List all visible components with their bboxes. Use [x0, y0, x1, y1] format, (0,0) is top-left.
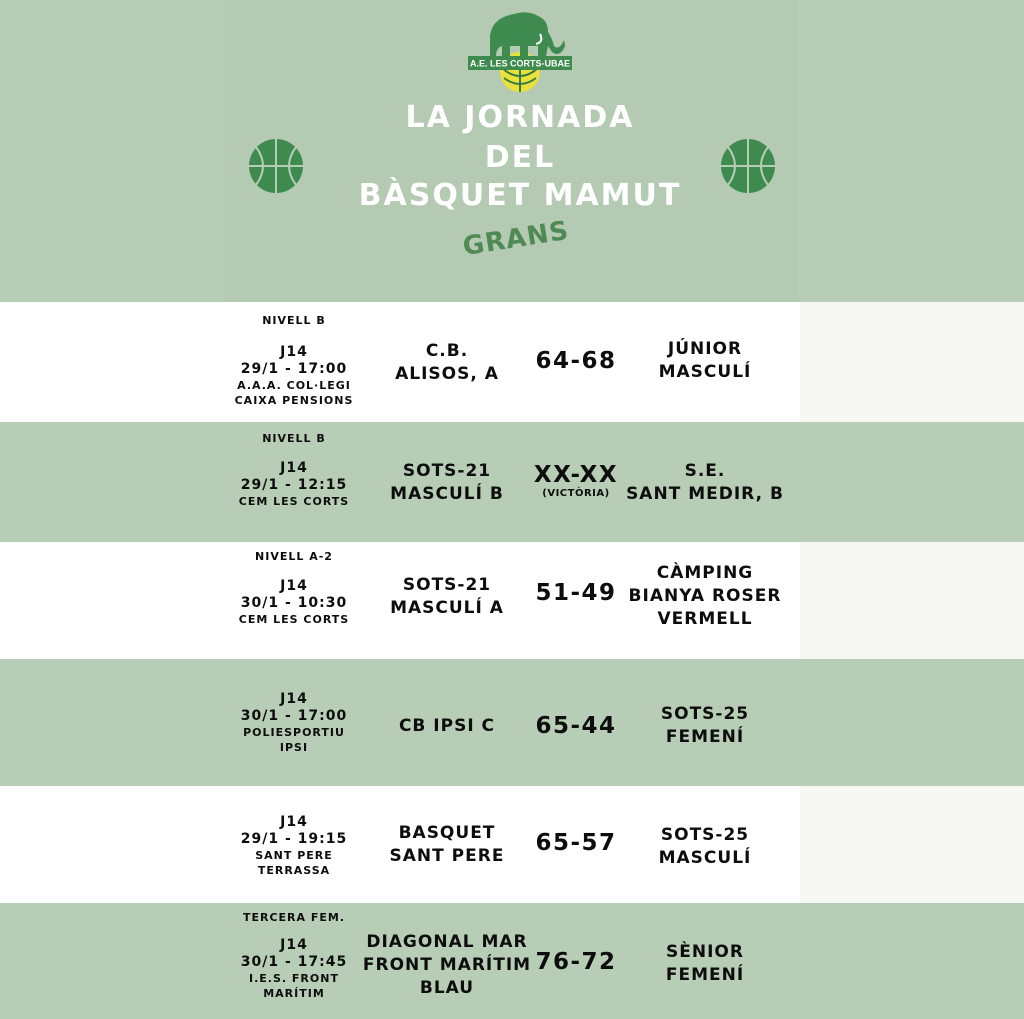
logo-text: A.E. LES CORTS-UBAE	[469, 58, 571, 69]
match-row	[0, 422, 1024, 542]
match-row	[0, 786, 1024, 903]
match-venue-line: POLIESPORTIU	[243, 726, 345, 739]
title-line-1: LA JORNADA	[405, 100, 635, 135]
match-round: J14	[280, 937, 308, 953]
home-team-line: MASCULÍ B	[390, 484, 504, 504]
match-info	[222, 344, 366, 408]
match-score: 64-68	[535, 348, 617, 374]
home-team-line: FRONT MARÍTIM	[362, 955, 532, 975]
home-team-line: CB IPSI C	[398, 716, 496, 736]
match-level: NIVELL B	[262, 314, 326, 327]
match-datetime: 29/1 - 17:00	[240, 361, 348, 377]
away-team-line: SOTS-25	[660, 704, 750, 724]
home-team-line: C.B.	[425, 341, 469, 361]
match-info	[222, 814, 366, 878]
basketball-icon	[720, 138, 776, 194]
away-team-line: VERMELL	[657, 609, 753, 629]
match-round: J14	[280, 691, 308, 707]
match-venue-line: TERRASSA	[257, 864, 331, 877]
match-venue-line: MARÍTIM	[263, 987, 325, 1000]
home-team-line: BLAU	[419, 978, 475, 998]
home-team-line: SOTS-21	[402, 461, 492, 481]
home-team	[352, 931, 542, 1000]
away-team-line: CÀMPING	[656, 563, 754, 583]
away-team-line: SÈNIOR	[666, 942, 744, 962]
away-team-line: S.E.	[684, 461, 726, 481]
match-info	[222, 460, 366, 509]
match-round: J14	[280, 344, 308, 360]
match-venue-line: SANT PERE	[255, 849, 333, 862]
match-venue-line: I.E.S. FRONT	[249, 972, 339, 985]
match-row	[0, 542, 1024, 659]
match-score: 65-44	[535, 713, 617, 739]
match-datetime: 30/1 - 17:00	[240, 708, 348, 724]
match-info	[222, 937, 366, 1001]
home-team	[352, 340, 542, 386]
home-team-line: ALISOS, A	[395, 364, 499, 384]
home-team	[352, 460, 542, 506]
home-team-line: SANT PERE	[389, 846, 505, 866]
home-team-line: MASCULÍ A	[390, 598, 504, 618]
home-team-line: SOTS-21	[402, 575, 492, 595]
away-team-line: SOTS-25	[660, 825, 750, 845]
match-score: 51-49	[535, 580, 617, 606]
away-team-line: JÚNIOR	[667, 339, 743, 359]
title-line-3: BÀSQUET MAMUT	[358, 178, 682, 213]
away-team-line: MASCULÍ	[658, 362, 752, 382]
subtitle: GRANS	[460, 215, 572, 263]
away-team	[612, 338, 798, 384]
title-line-2: DEL	[484, 140, 556, 175]
away-team-line: MASCULÍ	[658, 848, 752, 868]
header	[0, 0, 1024, 302]
match-score: XX-XX	[533, 462, 619, 488]
away-team-line: SANT MEDIR, B	[626, 484, 784, 504]
basketball-icon	[248, 138, 304, 194]
home-team-line: DIAGONAL MAR	[366, 932, 528, 952]
away-team	[612, 703, 798, 749]
score-note: (VICTÒRIA)	[542, 488, 610, 499]
match-row	[0, 302, 1024, 422]
away-team	[612, 941, 798, 987]
match-info	[222, 691, 366, 755]
match-round: J14	[280, 578, 308, 594]
match-level: TERCERA FEM.	[242, 911, 346, 924]
match-venue-line: A.A.A. COL·LEGI	[237, 379, 351, 392]
away-team-line: FEMENÍ	[665, 727, 745, 747]
match-level: NIVELL A-2	[255, 550, 333, 563]
match-score: 76-72	[535, 949, 617, 975]
match-datetime: 29/1 - 19:15	[240, 831, 348, 847]
away-team	[612, 824, 798, 870]
away-team	[612, 460, 798, 506]
match-level: NIVELL B	[262, 432, 326, 445]
match-venue-line: CEM LES CORTS	[238, 495, 350, 508]
mammoth-logo-icon	[466, 6, 574, 92]
match-round: J14	[280, 814, 308, 830]
home-team	[352, 822, 542, 868]
away-team-line: FEMENÍ	[665, 965, 745, 985]
match-score: 65-57	[535, 830, 617, 856]
match-venue-line: CEM LES CORTS	[238, 613, 350, 626]
home-team	[352, 715, 542, 738]
home-team-line: BASQUET	[398, 823, 496, 843]
match-venue-line: IPSI	[279, 741, 309, 754]
match-datetime: 30/1 - 10:30	[240, 595, 348, 611]
away-team-line: BIANYA ROSER	[628, 586, 782, 606]
match-datetime: 30/1 - 17:45	[240, 954, 348, 970]
match-round: J14	[280, 460, 308, 476]
away-team	[612, 562, 798, 631]
match-venue-line: CAIXA PENSIONS	[234, 394, 354, 407]
match-row	[0, 903, 1024, 1019]
match-row	[0, 659, 1024, 786]
match-datetime: 29/1 - 12:15	[240, 477, 348, 493]
home-team	[352, 574, 542, 620]
match-info	[222, 578, 366, 627]
